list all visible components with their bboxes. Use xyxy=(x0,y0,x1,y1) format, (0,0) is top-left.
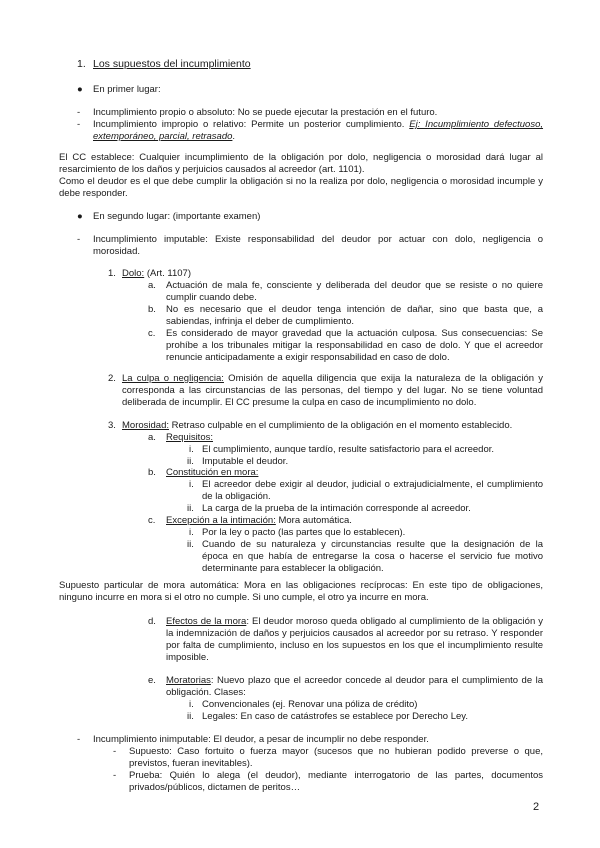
dolo-item-b: No es necesario que el deudor tenga intención de dañar, sino que basta que, a sabiendas, infrinja el deber de cumplimiento. xyxy=(166,304,543,327)
example-text: Ej: Incumplimiento defectuoso, extemporáneo, parcial, retrasado xyxy=(93,119,544,142)
first-item-2: Incumplimiento impropio o relativo: Permite un posterior cumplimiento. Ej: Incumplimiento defectuoso, extemporáneo, parcial, retrasado. xyxy=(93,119,544,142)
efectos-letter: d. xyxy=(148,616,156,627)
culpa-text: La culpa o negligencia: Omisión de aquella diligencia que exija la naturaleza de la obligación y corresponda a las circunstancias de las personas, del tiempo y del lugar. No se tiene voluntad deliberada de incumplir. El CC presume la culpa en caso de incumplimiento no dolo. xyxy=(122,373,543,408)
supuesto-particular: Supuesto particular de mora automática: Mora en las obligaciones recíprocas: En este tipo de obligaciones, ninguno incurre en mora si el otro no cumple. Si uno cumple, el otro ya incurre en mora. xyxy=(59,580,543,603)
first-item-1: Incumplimiento propio o absoluto: No se puede ejecutar la prestación en el futuro. xyxy=(93,107,438,118)
culpa-number: 2. xyxy=(108,373,116,384)
morosidad-heading: Morosidad: Retraso culpable en el cumplimiento de la obligación en el momento establecido. xyxy=(122,420,513,431)
requisitos-letter: a. xyxy=(148,432,156,443)
constitucion-letter: b. xyxy=(148,467,156,478)
dolo-letter-b: b. xyxy=(148,304,156,315)
morosidad-number: 3. xyxy=(108,420,116,431)
roman-i: i. xyxy=(189,699,194,710)
dolo-heading: Dolo: (Art. 1107) xyxy=(122,268,192,279)
constitucion-item-1: El acreedor debe exigir al deudor, judicial o extrajudicialmente, el cumplimiento de la obligación. xyxy=(202,479,543,502)
bullet-icon: ● xyxy=(77,84,83,95)
dash-icon: - xyxy=(77,234,81,245)
excepcion-item-1: Por la ley o pacto (las partes que lo establecen). xyxy=(202,527,406,538)
roman-i: i. xyxy=(189,527,194,538)
roman-ii: ii. xyxy=(187,711,194,722)
excepcion-letter: c. xyxy=(148,515,156,526)
first-title: En primer lugar: xyxy=(93,84,161,95)
roman-ii: ii. xyxy=(187,456,194,467)
dash-icon: - xyxy=(113,746,117,757)
roman-i: i. xyxy=(189,479,194,490)
excepcion-heading: Excepción a la intimación: Mora automática. xyxy=(166,515,352,526)
roman-ii: ii. xyxy=(187,503,194,514)
efectos-text: Efectos de la mora: El deudor moroso queda obligado al cumplimiento de la obligación y la indemnización de daños y perjuicios causados al acreedor por su retraso. Y responder por falta de cumplimiento, incluso en los supuestos en los que el incumplimiento resulte imposible. xyxy=(166,616,543,663)
excepcion-item-2: Cuando de su naturaleza y circunstancias resulte que la designación de la época en que había de entregarse la cosa o hacerse el servicio fue motivo determinante para establecer la obligación. xyxy=(202,539,543,574)
requisitos-label: Requisitos: xyxy=(166,432,213,443)
moratorias-item-1: Convencionales (ej. Renovar una póliza de crédito) xyxy=(202,699,418,710)
heading-number: 1. xyxy=(77,58,86,70)
inimputable-text: Incumplimiento inimputable: El deudor, a pesar de incumplir no debe responder. xyxy=(93,734,429,745)
constitucion-label: Constitución en mora: xyxy=(166,467,259,478)
dolo-letter-c: c. xyxy=(148,328,156,339)
page-number: 2 xyxy=(533,801,540,813)
requisitos-item-2: Imputable el deudor. xyxy=(202,456,289,467)
dolo-letter-a: a. xyxy=(148,280,156,291)
bullet-icon: ● xyxy=(77,211,83,222)
second-title: En segundo lugar: (importante examen) xyxy=(93,211,261,222)
moratorias-letter: e. xyxy=(148,675,156,686)
roman-ii: ii. xyxy=(187,539,194,550)
dolo-item-a: Actuación de mala fe, consciente y deliberada del deudor que se resiste o no quiere cumplir cuando debe. xyxy=(166,280,543,303)
roman-i: i. xyxy=(189,444,194,455)
dash-icon: - xyxy=(77,734,81,745)
dash-icon: - xyxy=(77,119,81,130)
cc-paragraph: El CC establece: Cualquier incumplimiento de la obligación por dolo, negligencia o morosidad dará lugar al resarcimiento de los daños y perjuicios causados al acreedor (art. 1101). Como el deudor es el que debe cumplir la obligación si no la realiza por dolo, negligencia o morosidad incumple y debe responder. xyxy=(59,152,543,199)
dash-icon: - xyxy=(113,770,117,781)
moratorias-item-2: Legales: En caso de catástrofes se establece por Derecho Ley. xyxy=(202,711,468,722)
inimputable-supuesto: Supuesto: Caso fortuito o fuerza mayor (sucesos que no hubieran podido preverse o que, previstos, fueran inevitables). xyxy=(129,746,543,769)
dolo-item-c: Es considerado de mayor gravedad que la actuación culposa. Sus consecuencias: Se prohíbe a los tribunales mitigar la responsabilidad en caso de dolo. Y que el acreedor renuncie anticipadamente a exigir responsabilidad en caso de dolo. xyxy=(166,328,543,363)
constitucion-item-2: La carga de la prueba de la intimación corresponde al acreedor. xyxy=(202,503,471,514)
imputable-text: Incumplimiento imputable: Existe responsabilidad del deudor por actuar con dolo, negligencia o morosidad. xyxy=(93,234,543,257)
heading-title: Los supuestos del incumplimiento xyxy=(93,58,251,70)
moratorias-text: Moratorias: Nuevo plazo que el acreedor concede al deudor para el cumplimiento de la obligación. Clases: xyxy=(166,675,543,698)
dolo-number: 1. xyxy=(108,268,116,279)
inimputable-prueba: Prueba: Quién lo alega (el deudor), mediante interrogatorio de las partes, documentos privados/públicos, dictamen de peritos… xyxy=(129,770,543,793)
requisitos-item-1: El cumplimiento, aunque tardío, resulte satisfactorio para el acreedor. xyxy=(202,444,495,455)
dash-icon: - xyxy=(77,107,81,118)
